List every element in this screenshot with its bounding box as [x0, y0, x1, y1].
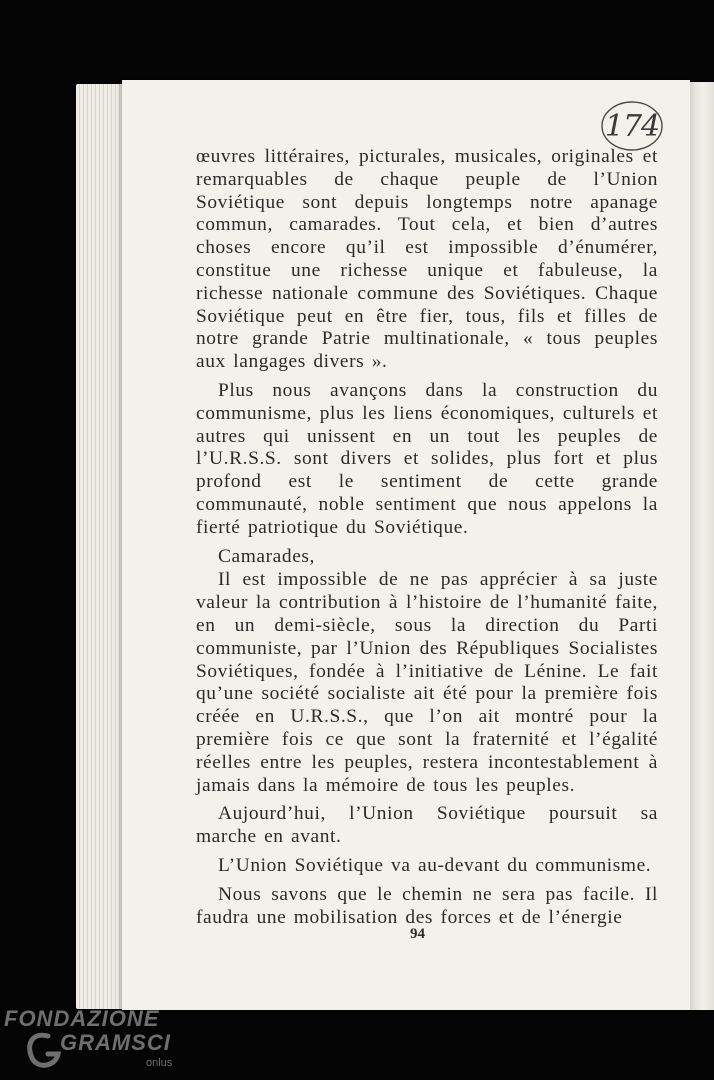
paragraph: L’Union Soviétique va au-devant du communisme.: [218, 854, 652, 876]
paragraph-salutation: Camarades,: [218, 545, 315, 567]
paragraph: Il est impossible de ne pas apprécier à sa juste valeur la contribution à l’histoire de l’humanité faite, en un demi-siècle, sous la direction du Parti communiste, par l’Union des Républiques Socialistes Soviétiques, fondée à l’initiative de Lénine. Le fait qu’une société socialiste ait été pour la première fois créée en U.R.S.S., que l’on ait montré pour la première fois ce que sont la fraternité et l’égalité réelles entre les peuples, restera incontestablement à jamais dans la mémoire de tous les peuples.: [196, 569, 658, 796]
paragraph: Plus nous avançons dans la construction du communisme, plus les liens économiques, culturels et autres qui unissent en un tout les peuples de l’U.R.S.S. sont divers et solides, plus fort et plus profond est le sentiment de cette grande communauté, noble sentiment que nous appelons la fierté patriotique du Soviétique.: [196, 379, 658, 538]
handwritten-page-annotation: 174: [604, 108, 660, 144]
logo-suffix: onlus: [146, 1057, 173, 1069]
paragraph: Nous savons que le chemin ne sera pas facile. Il faudra une mobilisation des forces et de l’énergie: [196, 883, 658, 928]
fondazione-gramsci-logo: [4, 1000, 184, 1076]
facing-page-edge: [690, 82, 714, 1010]
logo-line1: FONDAZIONE: [4, 1006, 160, 1031]
logo-line2: GRAMSCI: [60, 1030, 171, 1055]
logo-g-swoosh: [30, 1035, 58, 1065]
paragraph: œuvres littéraires, picturales, musicales, originales et remarquables de chaque peuple de l’Union Soviétique sont depuis longtemps notre apanage commun, camarades. Tout cela, et bien d’autres choses encore qu’il est impossible d’énumérer, constitue une richesse unique et fabuleuse, la richesse nationale commune des Soviétiques. Chaque Soviétique peut en être fier, tous, fils et filles de notre grande Patrie multinationale, « tous peuples aux langages divers ».: [196, 146, 658, 373]
page-body: [196, 146, 658, 935]
paragraph: Aujourd’hui, l’Union Soviétique poursuit sa marche en avant.: [196, 803, 658, 848]
page-number: 94: [410, 926, 425, 942]
